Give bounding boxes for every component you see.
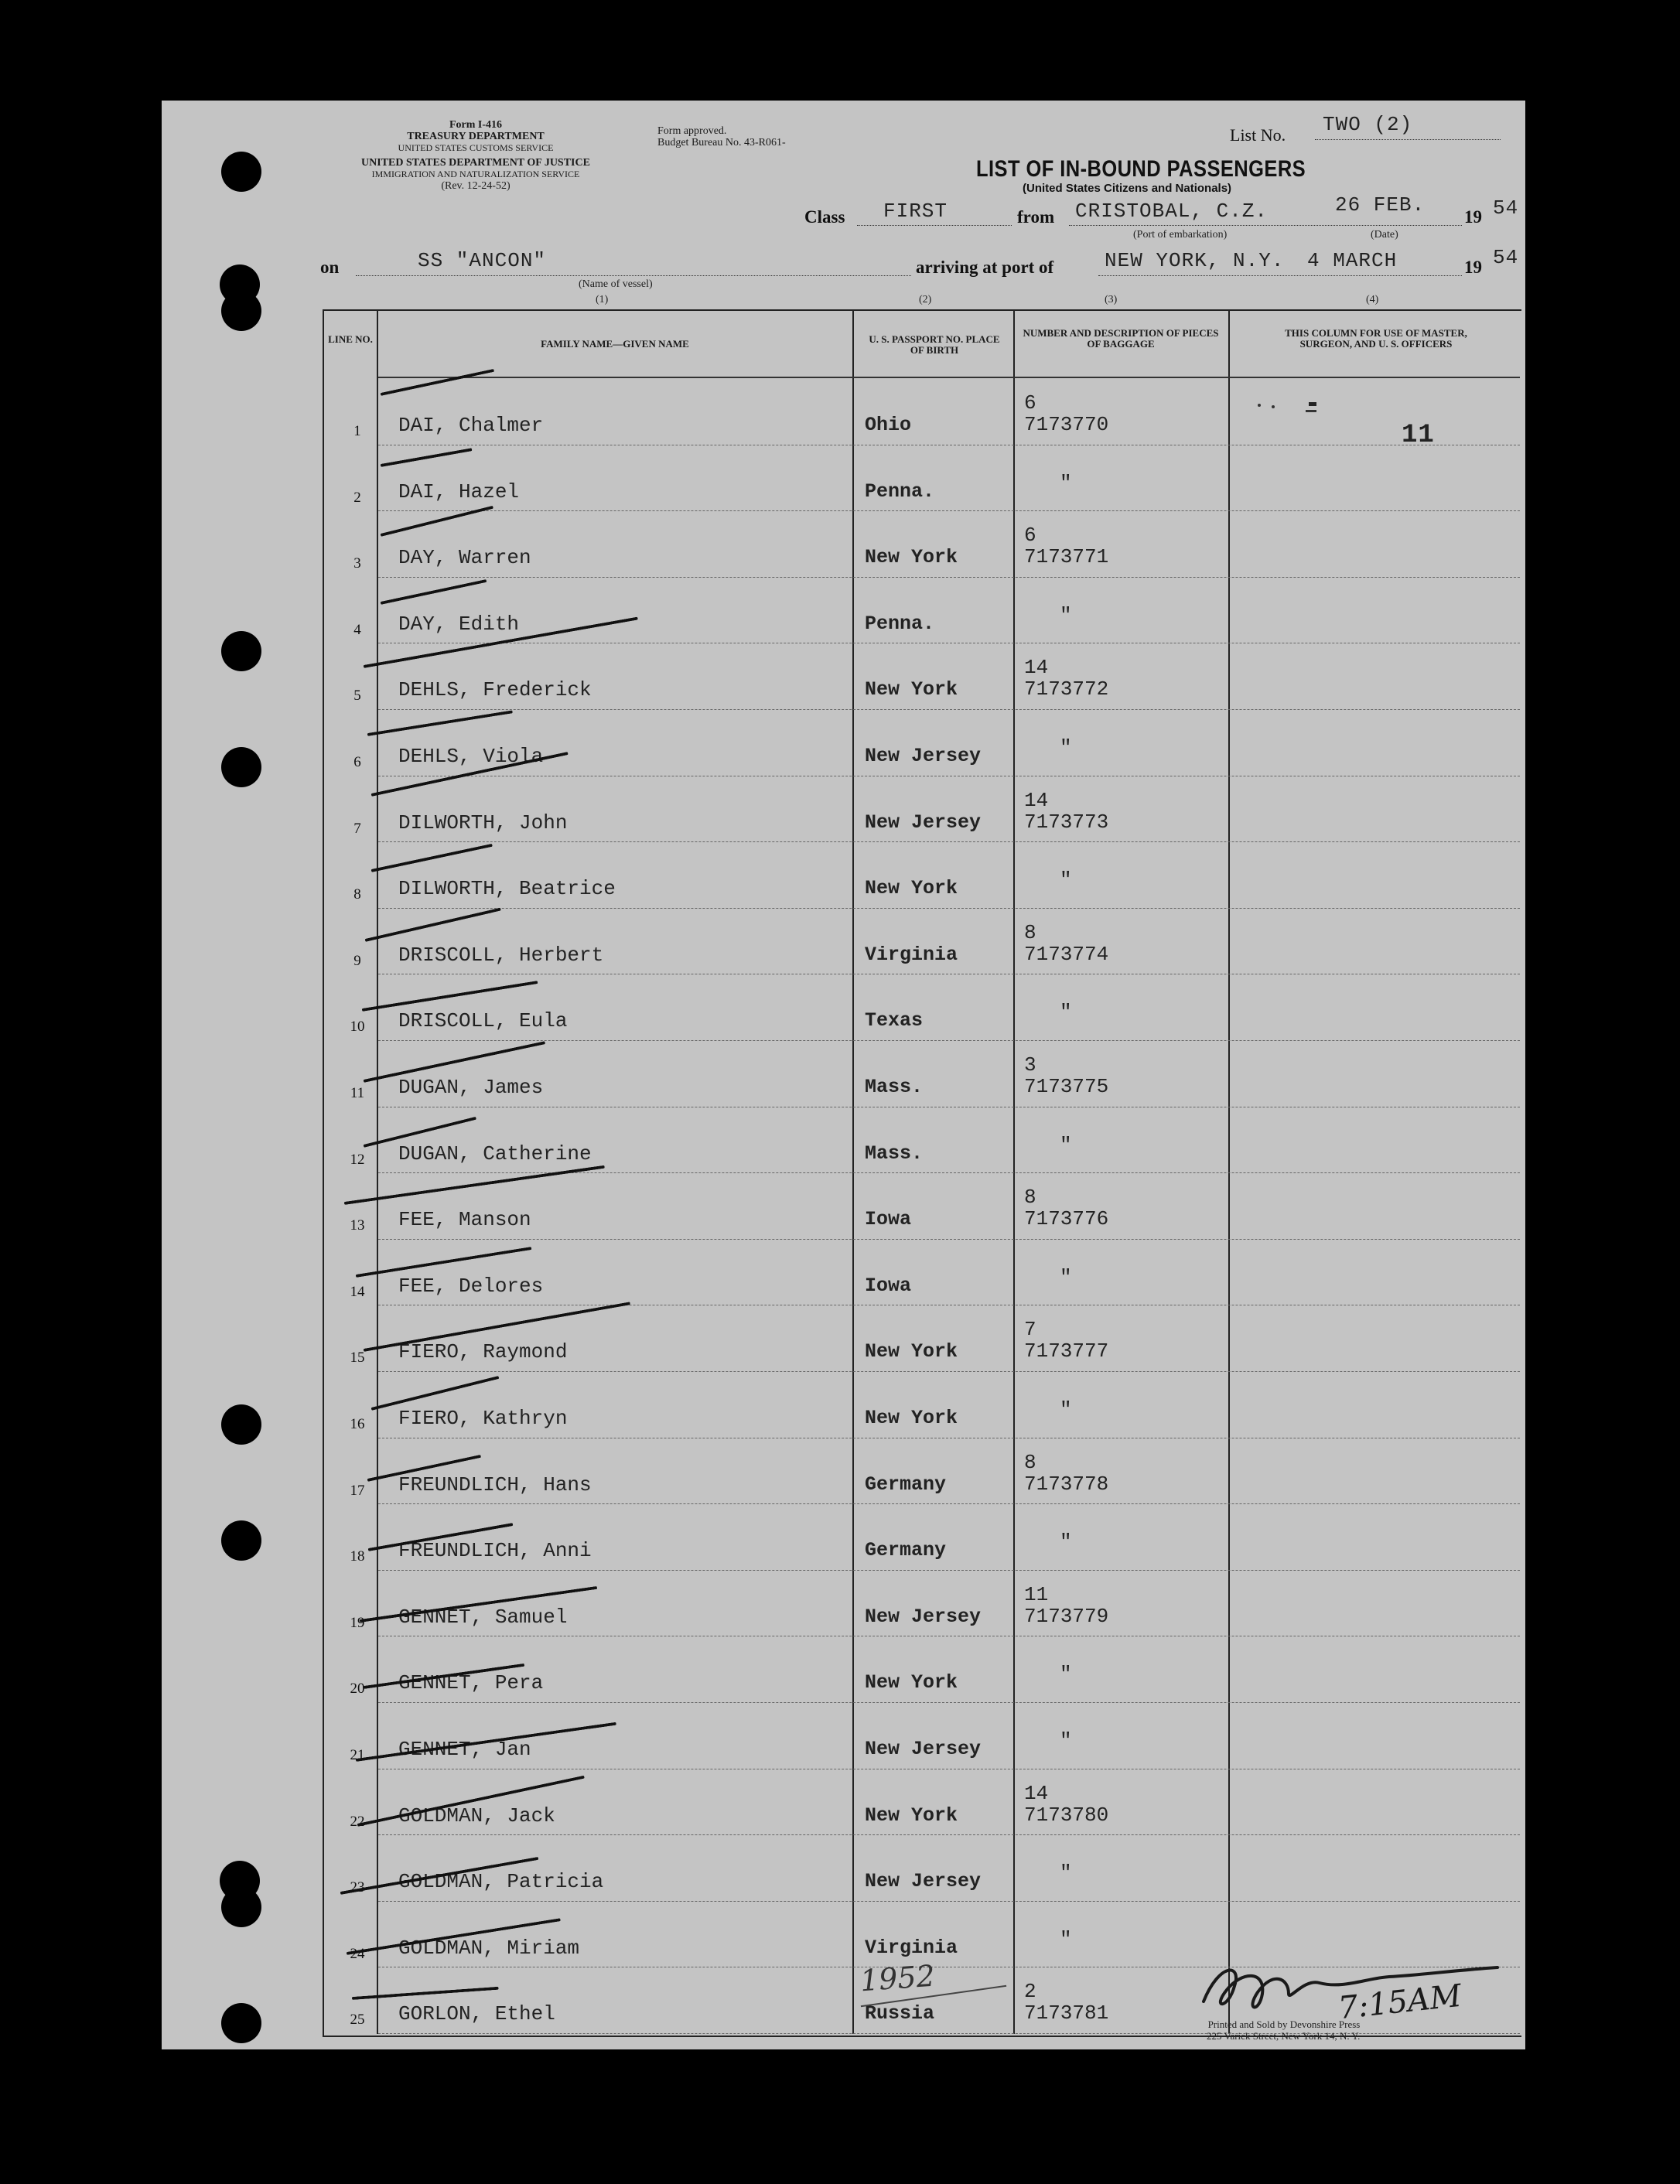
row-divider bbox=[378, 709, 1520, 710]
baggage-description bbox=[1024, 657, 1108, 700]
passenger-name: FREUNDLICH, Anni bbox=[398, 1539, 592, 1563]
arrival-port-value: NEW YORK, N.Y. bbox=[1105, 249, 1285, 272]
arriving-label: arriving at port of bbox=[916, 258, 1054, 277]
baggage-description bbox=[1024, 1186, 1108, 1230]
line-number: 9 bbox=[353, 952, 361, 969]
place-of-birth: Germany bbox=[865, 1539, 947, 1562]
line-number: 1 bbox=[353, 423, 361, 439]
place-of-birth: New York bbox=[865, 678, 958, 701]
line-number: 24 bbox=[350, 1945, 365, 1962]
handwritten-note-1952: 1952 bbox=[859, 1958, 937, 1998]
baggage-ditto: " bbox=[1060, 1398, 1072, 1421]
passenger-name: DUGAN, James bbox=[398, 1076, 544, 1099]
baggage-ditto: " bbox=[1060, 1862, 1072, 1885]
baggage-piece-count: 8 bbox=[1024, 920, 1036, 944]
row-divider bbox=[378, 1040, 1520, 1041]
baggage-tag-number: 7173774 bbox=[1024, 942, 1109, 966]
passenger-name: FREUNDLICH, Hans bbox=[398, 1472, 592, 1496]
baggage-description bbox=[1024, 1981, 1108, 2024]
passenger-name: FIERO, Kathryn bbox=[398, 1407, 568, 1430]
line-number: 11 bbox=[350, 1085, 365, 1101]
place-of-birth: Penna. bbox=[865, 612, 935, 635]
line-number: 19 bbox=[350, 1614, 365, 1631]
passenger-name: DILWORTH, John bbox=[398, 810, 568, 834]
place-of-birth: Germany bbox=[865, 1472, 947, 1496]
passenger-name: DUGAN, Catherine bbox=[398, 1141, 592, 1165]
printer-line-2: 225 Varick Street, New York 14, N. Y. bbox=[1207, 2030, 1361, 2042]
class-label: Class bbox=[804, 207, 845, 227]
baggage-piece-count: 14 bbox=[1024, 656, 1049, 680]
place-of-birth: Mass. bbox=[865, 1076, 924, 1098]
baggage-tag-number: 7173771 bbox=[1024, 545, 1109, 569]
line-number: 8 bbox=[353, 886, 361, 903]
passenger-name: GOLDMAN, Jack bbox=[398, 1804, 555, 1827]
printer-line-1: Printed and Sold by Devonshire Press bbox=[1207, 2018, 1361, 2030]
page-title: LIST OF IN-BOUND PASSENGERS bbox=[976, 156, 1306, 182]
place-of-birth: Mass. bbox=[865, 1141, 924, 1165]
col-divider-line bbox=[377, 309, 378, 2034]
baggage-description bbox=[1024, 1783, 1108, 1826]
line-number: 7 bbox=[353, 820, 361, 837]
baggage-description bbox=[1024, 922, 1108, 965]
col-divider-passport bbox=[1013, 309, 1015, 2034]
row-divider bbox=[378, 510, 1520, 511]
year-prefix-1: 19 bbox=[1464, 207, 1482, 227]
baggage-description bbox=[1024, 524, 1108, 568]
baggage-ditto: " bbox=[1060, 1927, 1072, 1951]
row-divider bbox=[378, 1503, 1520, 1504]
baggage-piece-count: 7 bbox=[1024, 1318, 1036, 1342]
baggage-tag-number: 7173770 bbox=[1024, 413, 1109, 436]
vessel-caption: (Name of vessel) bbox=[579, 278, 653, 290]
customs-service: UNITED STATES CUSTOMS SERVICE bbox=[398, 142, 554, 153]
handwritten-time: 7:15AM bbox=[1337, 1978, 1463, 2027]
row-divider bbox=[378, 1371, 1520, 1372]
row-divider bbox=[378, 1901, 1520, 1902]
baggage-ditto: " bbox=[1060, 471, 1072, 495]
line-number: 14 bbox=[350, 1283, 365, 1300]
form-revision: (Rev. 12-24-52) bbox=[441, 180, 510, 192]
baggage-tag-number: 7173777 bbox=[1024, 1339, 1109, 1363]
baggage-description bbox=[1024, 1584, 1108, 1627]
binder-hole bbox=[221, 152, 261, 192]
column-number-2: (2) bbox=[919, 294, 932, 305]
line-number: 4 bbox=[353, 621, 361, 638]
header-family-name: FAMILY NAME—GIVEN NAME bbox=[541, 338, 689, 350]
header-line-no: LINE NO. bbox=[328, 333, 373, 345]
baggage-piece-count: 14 bbox=[1024, 1781, 1049, 1805]
class-underline bbox=[857, 225, 1012, 226]
row-divider bbox=[378, 1702, 1520, 1703]
officer-mark-row1: 11 bbox=[1402, 421, 1435, 450]
place-of-birth: Iowa bbox=[865, 1208, 912, 1231]
passenger-name: DAI, Hazel bbox=[398, 479, 520, 503]
passenger-name: GENNET, Pera bbox=[398, 1671, 544, 1695]
passenger-name: DAY, Warren bbox=[398, 546, 531, 570]
printer-imprint bbox=[1207, 2018, 1360, 2042]
line-number: 20 bbox=[350, 1681, 365, 1698]
embark-year-value: 54 bbox=[1493, 196, 1519, 220]
binder-hole bbox=[221, 291, 261, 331]
line-number: 6 bbox=[353, 754, 361, 770]
passenger-name: GENNET, Jan bbox=[398, 1738, 531, 1761]
baggage-ditto: " bbox=[1060, 1531, 1072, 1554]
line-number: 5 bbox=[353, 688, 361, 705]
arrival-date-value: 4 MARCH bbox=[1307, 249, 1398, 272]
baggage-piece-count: 8 bbox=[1024, 1450, 1036, 1474]
baggage-tag-number: 7173776 bbox=[1024, 1207, 1109, 1231]
row-divider bbox=[378, 841, 1520, 842]
place-of-birth: New York bbox=[865, 1804, 958, 1827]
baggage-description bbox=[1024, 1319, 1108, 1362]
column-number-3: (3) bbox=[1105, 294, 1118, 305]
header-passport-birth: U. S. PASSPORT NO. PLACE OF BIRTH bbox=[869, 333, 1000, 356]
binder-hole bbox=[221, 1404, 261, 1445]
passenger-name: FEE, Manson bbox=[398, 1208, 531, 1232]
place-of-birth: Texas bbox=[865, 1009, 924, 1032]
baggage-piece-count: 14 bbox=[1024, 788, 1049, 812]
justice-dept: UNITED STATES DEPARTMENT OF JUSTICE bbox=[361, 157, 590, 169]
row-divider bbox=[378, 577, 1520, 578]
place-of-birth: Russia bbox=[865, 2002, 935, 2025]
line-number: 16 bbox=[350, 1416, 365, 1432]
baggage-piece-count: 6 bbox=[1024, 524, 1036, 548]
baggage-tag-number: 7173781 bbox=[1024, 2001, 1109, 2025]
form-identifier-block bbox=[313, 119, 638, 192]
baggage-tag-number: 7173772 bbox=[1024, 677, 1109, 701]
baggage-piece-count: 2 bbox=[1024, 1980, 1036, 2004]
baggage-ditto: " bbox=[1060, 868, 1072, 892]
row-divider bbox=[378, 1570, 1520, 1571]
column-number-1: (1) bbox=[596, 294, 609, 305]
place-of-birth: Iowa bbox=[865, 1274, 912, 1297]
from-label: from bbox=[1017, 207, 1055, 227]
embark-port-value: CRISTOBAL, C.Z. bbox=[1075, 200, 1269, 223]
baggage-ditto: " bbox=[1060, 603, 1072, 627]
baggage-piece-count: 11 bbox=[1024, 1582, 1049, 1606]
passenger-name: DAY, Edith bbox=[398, 612, 520, 636]
treasury-dept: TREASURY DEPARTMENT bbox=[407, 131, 545, 142]
passenger-name: DAI, Chalmer bbox=[398, 414, 544, 437]
baggage-ditto: " bbox=[1060, 736, 1072, 759]
passenger-name: DRISCOLL, Eula bbox=[398, 1009, 568, 1033]
baggage-piece-count: 3 bbox=[1024, 1053, 1036, 1077]
binder-hole bbox=[221, 631, 261, 671]
date-caption: (Date) bbox=[1371, 229, 1398, 241]
col-divider-name bbox=[852, 309, 854, 2034]
passenger-name: GOLDMAN, Patricia bbox=[398, 1870, 604, 1894]
passenger-name: DEHLS, Frederick bbox=[398, 678, 592, 702]
baggage-tag-number: 7173775 bbox=[1024, 1075, 1109, 1098]
header-bottom-line bbox=[378, 377, 1520, 378]
class-value: FIRST bbox=[883, 200, 948, 223]
place-of-birth: New York bbox=[865, 1340, 958, 1363]
line-number: 25 bbox=[350, 2012, 365, 2029]
header-baggage: NUMBER AND DESCRIPTION OF PIECES OF BAGGAGE bbox=[1023, 327, 1219, 350]
vessel-underline bbox=[356, 275, 911, 276]
baggage-ditto: " bbox=[1060, 1729, 1072, 1752]
place-of-birth: Penna. bbox=[865, 479, 935, 503]
passenger-name: GORLON, Ethel bbox=[398, 2002, 555, 2026]
place-of-birth: New York bbox=[865, 1407, 958, 1429]
baggage-ditto: " bbox=[1060, 1663, 1072, 1687]
baggage-ditto: " bbox=[1060, 1001, 1072, 1025]
immigration-service: IMMIGRATION AND NATURALIZATION SERVICE bbox=[371, 169, 580, 179]
arrival-underline bbox=[1098, 275, 1462, 276]
line-number: 10 bbox=[350, 1019, 365, 1036]
place-of-birth: Virginia bbox=[865, 1936, 958, 1959]
line-number: 15 bbox=[350, 1350, 365, 1367]
line-number: 3 bbox=[353, 555, 361, 572]
line-number: 13 bbox=[350, 1217, 365, 1234]
place-of-birth: New York bbox=[865, 546, 958, 569]
binder-hole bbox=[221, 1520, 261, 1561]
list-no-value: TWO (2) bbox=[1323, 113, 1413, 136]
baggage-ditto: " bbox=[1060, 1133, 1072, 1157]
baggage-piece-count: 6 bbox=[1024, 391, 1036, 415]
passenger-name: FEE, Delores bbox=[398, 1274, 544, 1298]
baggage-description bbox=[1024, 392, 1108, 435]
baggage-piece-count: 8 bbox=[1024, 1186, 1036, 1210]
on-label: on bbox=[320, 258, 340, 277]
baggage-tag-number: 7173779 bbox=[1024, 1604, 1109, 1628]
passenger-name: DILWORTH, Beatrice bbox=[398, 877, 616, 901]
form-approved: Form approved. bbox=[657, 125, 727, 137]
place-of-birth: New Jersey bbox=[865, 1605, 982, 1628]
list-no-underline bbox=[1315, 139, 1501, 140]
binder-hole bbox=[221, 747, 261, 787]
baggage-description bbox=[1024, 1452, 1108, 1495]
binder-hole bbox=[221, 2003, 261, 2043]
baggage-ditto: " bbox=[1060, 1265, 1072, 1289]
passenger-name: DEHLS, Viola bbox=[398, 745, 544, 768]
place-of-birth: New Jersey bbox=[865, 810, 982, 834]
line-number: 21 bbox=[350, 1747, 365, 1763]
place-of-birth: New York bbox=[865, 1671, 958, 1694]
embark-date-value: 26 FEB. bbox=[1335, 193, 1426, 217]
passenger-name: GOLDMAN, Miriam bbox=[398, 1936, 580, 1960]
list-no-label: List No. bbox=[1230, 125, 1286, 145]
column-number-4: (4) bbox=[1366, 294, 1379, 305]
binder-hole bbox=[221, 1887, 261, 1927]
passenger-name: FIERO, Raymond bbox=[398, 1340, 568, 1364]
form-number: Form I-416 bbox=[449, 119, 503, 131]
place-of-birth: Ohio bbox=[865, 414, 912, 436]
baggage-description bbox=[1024, 790, 1108, 833]
place-of-birth: New York bbox=[865, 877, 958, 900]
line-number: 23 bbox=[350, 1879, 365, 1896]
stamp-smudge-icon bbox=[1253, 394, 1323, 418]
header-officer-use: THIS COLUMN FOR USE OF MASTER, SURGEON, AND U. S. OFFICERS bbox=[1285, 327, 1467, 350]
baggage-tag-number: 7173780 bbox=[1024, 1803, 1109, 1827]
passenger-name: DRISCOLL, Herbert bbox=[398, 943, 604, 967]
vessel-name-value: SS "ANCON" bbox=[418, 249, 547, 272]
baggage-tag-number: 7173778 bbox=[1024, 1472, 1109, 1496]
place-of-birth: New Jersey bbox=[865, 1738, 982, 1760]
budget-bureau-no: Budget Bureau No. 43-R061- bbox=[657, 137, 786, 148]
passenger-name: GENNET, Samuel bbox=[398, 1605, 568, 1629]
baggage-description bbox=[1024, 1054, 1108, 1097]
row-divider bbox=[378, 1239, 1520, 1240]
line-number: 2 bbox=[353, 489, 361, 506]
page-subtitle: (United States Citizens and Nationals) bbox=[1023, 182, 1232, 195]
port-of-embarkation-caption: (Port of embarkation) bbox=[1133, 229, 1228, 241]
form-approval-block bbox=[657, 125, 835, 148]
place-of-birth: New Jersey bbox=[865, 1870, 982, 1893]
from-underline bbox=[1069, 225, 1462, 226]
line-number: 12 bbox=[350, 1151, 365, 1168]
row-divider bbox=[378, 1834, 1520, 1835]
arrival-year-value: 54 bbox=[1493, 246, 1519, 269]
line-number: 22 bbox=[350, 1813, 365, 1830]
col-divider-baggage bbox=[1228, 309, 1230, 2034]
line-number: 17 bbox=[350, 1482, 365, 1499]
baggage-tag-number: 7173773 bbox=[1024, 810, 1109, 834]
line-number: 18 bbox=[350, 1548, 365, 1565]
year-prefix-2: 19 bbox=[1464, 258, 1482, 277]
place-of-birth: Virginia bbox=[865, 943, 958, 966]
row-divider bbox=[378, 908, 1520, 909]
place-of-birth: New Jersey bbox=[865, 745, 982, 767]
